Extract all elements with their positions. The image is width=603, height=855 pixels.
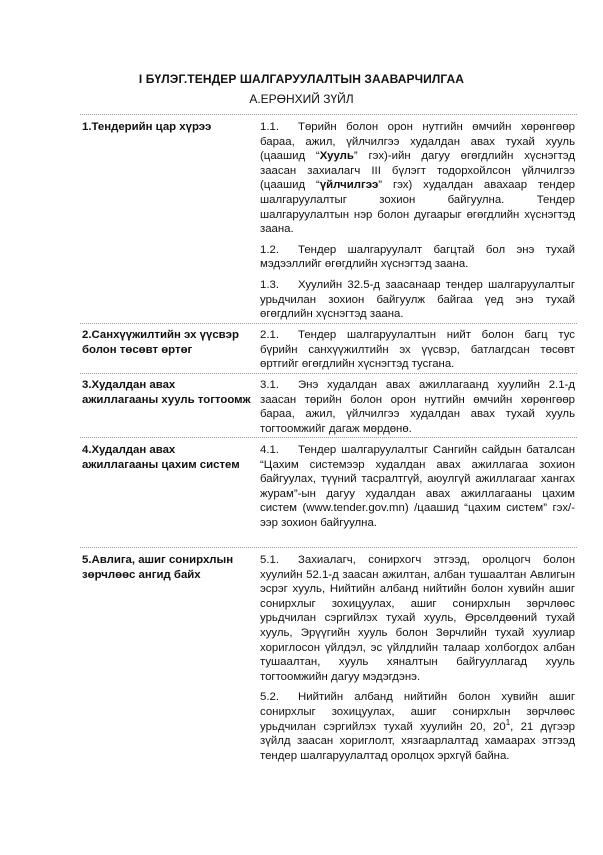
paragraph-5-1: 5.1. Захиалагч, сонирхогч этгээд, оролцогч болон хуулийн 52.1-д заасан ажилтан, албан тушаалтан Авлигын эсрэг хууль, Нийтийн албанд нийтийн болон хувийн ашиг сонирхлыг зохицуулах, ашиг сонирхлын зөрчлөөс урьдчилан сэргийлэх тухай хууль, Өрсөлдөөний тухай хууль, Эрүүгийн хууль болон Зөрчлийн тухай хуулиар хориглосон үйлдэл, эс үйлдлийн талаар холбогдох албан тушаалтан, хууль хяналтын байгууллагад хууль тогтоомжийн дагуу мэдэгдэнэ. [260, 554, 575, 683]
section-title: А.ЕРӨНХИЙ ЗҮЙЛ [249, 92, 354, 106]
row-label-scope: 1.Тендерийн цар хүрээ [82, 121, 212, 133]
row-label-legislation: 3.Худалдан авах ажиллагааны хууль тогтоомж [82, 379, 251, 406]
row-body-legislation [260, 378, 575, 436]
row-divider [80, 323, 577, 324]
row-body-e-system [260, 443, 575, 531]
paragraph-2-1: 2.1. Тендер шалгаруулалтын нийт болон багц тус бүрийн санхүүжилтийн эх үүсвэр, батлагдсан төсөвт өртгийг өгөгдлийн хүснэгтэд тусгана. [260, 329, 575, 371]
paragraph-1-1: 1.1. Төрийн болон орон нутгийн өмчийн хөрөнгөөр бараа, ажил, үйлчилгээ худалдан авах тухай хууль (цаашид “Хууль” гэх)-ийн дагуу өгөгдлийн хүснэгтэд заасан захиалагч III бүлэгт тодорхойлсон үйлчилгээ (цаашид “үйлчилгээ” гэх) худалдан авахаар тендер шалгаруулалтыг зохион байгуулна. Тендер шалгаруулалтын нэр болон дугаарыг өгөгдлийн хүснэгтэд заана. [260, 121, 576, 236]
row-label-e-system: 4.Худалдан авах ажиллагааны цахим систем [82, 444, 240, 471]
row-body-funding [260, 328, 575, 372]
row-divider [80, 547, 577, 548]
page-title: I БҮЛЭГ.ТЕНДЕР ШАЛГАРУУЛАЛТЫН ЗААВАРЧИЛГАА [138, 72, 465, 86]
row-divider [80, 373, 577, 374]
paragraph-4-1: 4.1. Тендер шалгаруулалтыг Сангийн сайдын баталсан “Цахим системээр худалдан авах ажиллагаа зохион байгуулах, түүний тасралтгүй, аюулгүй ажиллагааг хангах журам”-ын дагуу худалдан авах ажиллагааны цахим систем (www.tender.gov.mn) /цаашид “цахим систем” гэх/-ээр зохион байгуулна. [260, 444, 575, 529]
paragraph-1-2: 1.2. Тендер шалгаруулалт багцтай бол энэ тухай мэдээллийг өгөгдлийн хүснэгтэд заана. [260, 243, 575, 271]
row-label-funding: 2.Санхүүжилтийн эх үүсвэр болон төсөвт өртөг [82, 329, 239, 356]
paragraph-3-1: 3.1. Энэ худалдан авах ажиллагаанд хуулийн 2.1-д заасан төрийн болон орон нутгийн өмчийн хөрөнгөөр бараа, ажил, үйлчилгээ худалдан авах тухай хууль тогтоомжийг дагаж мөрдөнө. [260, 379, 575, 435]
row-body-scope [260, 120, 575, 322]
row-divider [80, 437, 577, 438]
row-divider [80, 114, 577, 115]
row-body-anti-corruption [260, 553, 575, 763]
row-label-anti-corruption: 5.Авлига, ашиг сонирхлын зөрчлөөс ангид байх [82, 554, 234, 581]
paragraph-1-3: 1.3. Хуулийн 32.5-д заасанаар тендер шалгаруулалтыг урьдчилан зохион байгуулж байгаа үед энэ тухай өгөгдлийн хүснэгтэд заана. [260, 278, 575, 321]
paragraph-5-2: 5.2. Нийтийн албанд нийтийн болон хувийн ашиг сонирхлыг зохицуулах, ашиг сонирхлын зөрчлөөс урьдчилан сэргийлэх тухай хуулийн 20, $20^1$, 21 дүгээр зүйлд заасан хориглолт, хязгаарлалтад хамаарах этгээд тендер шалгаруулалтад оролцох эрхгүй байна. [260, 691, 576, 762]
